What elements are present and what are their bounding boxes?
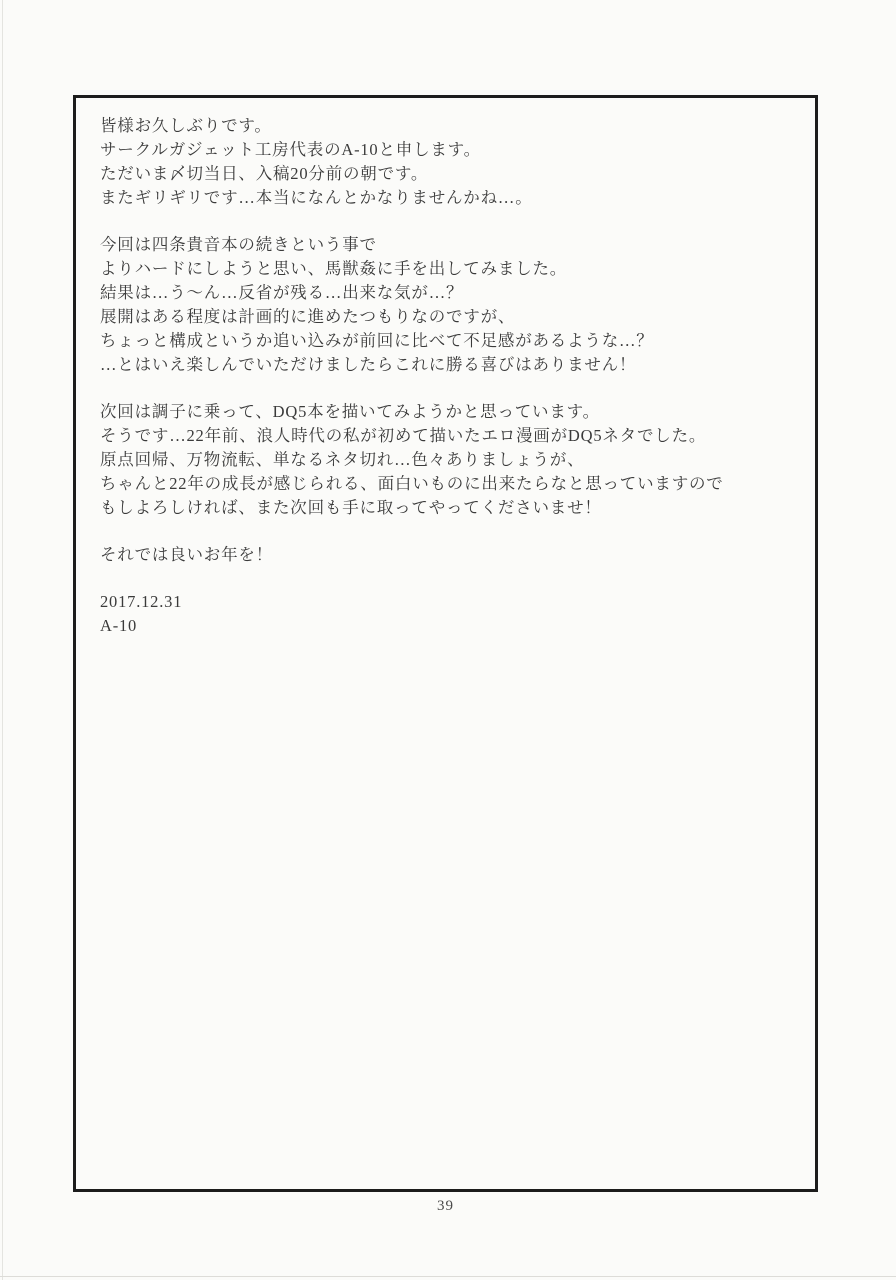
afterword-author: A-10 <box>100 616 138 635</box>
afterword-line: よりハードにしようと思い、馬獣姦に手を出してみました。 <box>100 259 568 278</box>
page-number: 39 <box>437 1198 454 1214</box>
afterword-line: 皆様お久しぶりです。 <box>100 116 272 135</box>
afterword-signature <box>100 590 795 638</box>
afterword-line: …とはいえ楽しんでいただけましたらこれに勝る喜びはありません！ <box>100 355 637 374</box>
afterword-paragraph-current-book <box>100 233 795 377</box>
afterword-frame <box>73 95 818 1192</box>
scan-edge-left <box>2 0 3 1280</box>
afterword-paragraph-farewell <box>100 543 795 567</box>
afterword-line: ただいま〆切当日、入稿20分前の朝です。 <box>100 164 429 183</box>
afterword-line: またギリギリです…本当になんとかなりませんかね…。 <box>100 188 533 207</box>
afterword-text <box>76 98 815 638</box>
afterword-paragraph-next-book <box>100 400 795 520</box>
afterword-line: そうです…22年前、浪人時代の私が初めて描いたエロ漫画がDQ5ネタでした。 <box>100 426 707 445</box>
afterword-paragraph-greeting <box>100 114 795 210</box>
afterword-line: 次回は調子に乗って、DQ5本を描いてみようかと思っています。 <box>100 402 600 421</box>
afterword-line: 今回は四条貴音本の続きという事で <box>100 235 377 254</box>
scan-edge-bottom <box>0 1276 896 1277</box>
afterword-line: ちょっと構成というか追い込みが前回に比べて不足感があるような…？ <box>100 331 654 350</box>
afterword-date: 2017.12.31 <box>100 592 183 611</box>
afterword-line: 原点回帰、万物流転、単なるネタ切れ…色々ありましょうが、 <box>100 450 585 469</box>
afterword-line: サークルガジェット工房代表のA-10と申します。 <box>100 140 481 159</box>
afterword-line: もしよろしければ、また次回も手に取ってやってくださいませ！ <box>100 498 602 517</box>
afterword-line: 展開はある程度は計画的に進めたつもりなのですが、 <box>100 307 516 326</box>
afterword-line: それでは良いお年を！ <box>100 545 273 564</box>
afterword-line: ちゃんと22年の成長が感じられる、面白いものに出来たらなと思っていますので <box>100 474 724 493</box>
afterword-line: 結果は…う～ん…反省が残る…出来な気が…？ <box>100 283 464 302</box>
